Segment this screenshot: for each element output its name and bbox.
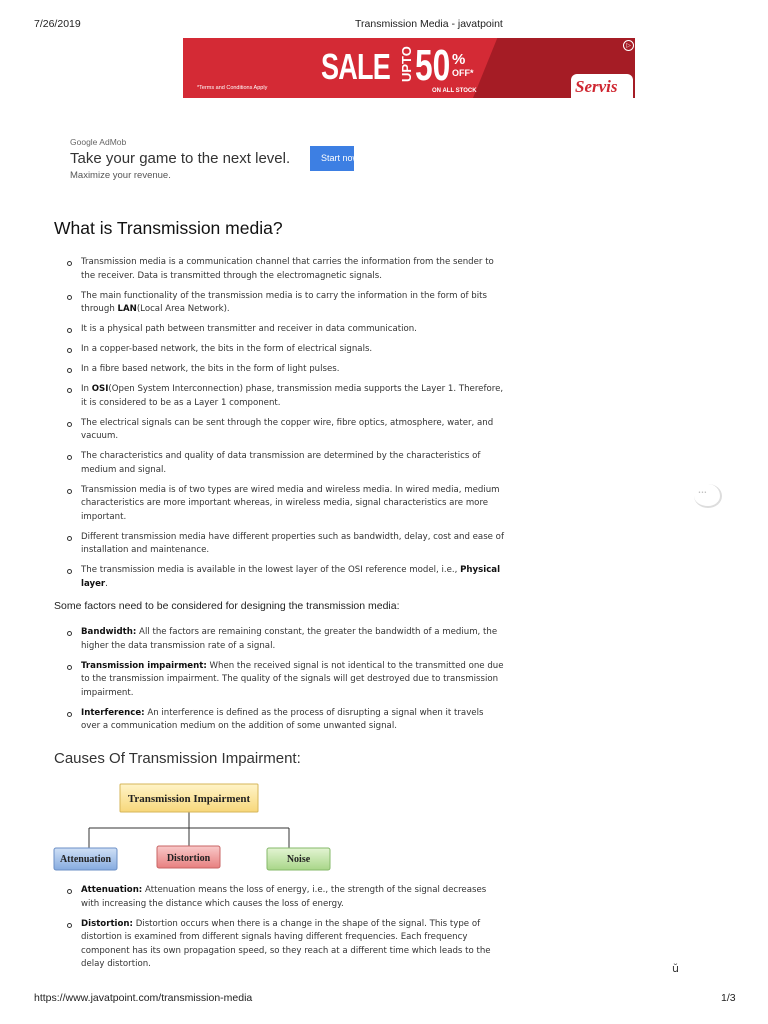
diagram-connectors (89, 812, 289, 848)
node-distortion: Distortion (166, 853, 211, 864)
node-noise: Noise (286, 854, 311, 865)
list-item: Transmission impairment: When the received signal is not identical to the transmitted one due to the transmission impairment. The quality of the signals will get destroyed due to transmission impairment. (54, 660, 504, 701)
brand-logo (571, 74, 633, 98)
list-item: Transmission media is of two types are wired media and wireless media. In wired media, medium characteristics are more important whereas, in wireless media, signal characteristics are more important. (54, 484, 504, 525)
page-title: Transmission Media - javatpoint (355, 18, 503, 30)
list-item: In a fibre based network, the bits in the form of light pulses. (54, 363, 504, 377)
impairment-diagram (52, 782, 342, 874)
admob-subtext: Maximize your revenue. (70, 170, 171, 181)
scroll-circle-icon[interactable]: ••• (694, 484, 722, 508)
list-item: Bandwidth: All the factors are remaining constant, the greater the bandwidth of a medium, the higher the data transmission rate of a signal. (54, 626, 504, 653)
list-item: The characteristics and quality of data transmission are determined by the characteristics of medium and signal. (54, 450, 504, 477)
causes-list (54, 884, 504, 978)
banner-percent-sign: % (452, 51, 466, 68)
banner-upto-text: UPTO (399, 46, 414, 82)
list-item: In a copper-based network, the bits in the form of electrical signals. (54, 343, 504, 357)
list-item: Different transmission media have different properties such as bandwidth, delay, cost and ease of installation and maintenance. (54, 531, 504, 558)
list-item: Attenuation: Attenuation means the loss of energy, i.e., the strength of the signal decreases with increasing the distance which causes the loss of energy. (54, 884, 504, 911)
brand-name: Servis (575, 77, 618, 96)
causes-heading: Causes Of Transmission Impairment: (54, 750, 301, 767)
list-item: In OSI(Open System Interconnection) phase, transmission media supports the Layer 1. Therefore, it is considered to be as a Layer 1 component. (54, 383, 504, 410)
node-attenuation: Attenuation (59, 854, 112, 865)
scroll-top-icon[interactable]: ŭ (672, 962, 679, 975)
banner-terms: *Terms and Conditions Apply (197, 85, 268, 91)
sale-banner-ad[interactable] (183, 38, 635, 98)
admob-headline[interactable]: Take your game to the next level. (70, 150, 291, 167)
node-transmission-impairment: Transmission Impairment (127, 793, 251, 805)
admob-logo: Google AdMob (70, 137, 127, 147)
banner-fifty-text: 50 (415, 41, 451, 90)
list-item: Interference: An interference is defined as the process of disrupting a signal when it travels over a communication medium on the addition of some unwanted signal. (54, 707, 504, 734)
definition-list (54, 256, 504, 598)
factors-intro: Some factors need to be considered for designing the transmission media: (54, 600, 400, 612)
list-item: It is a physical path between transmitter and receiver in data communication. (54, 323, 504, 337)
list-item: Transmission media is a communication channel that carries the information from the sender to the receiver. Data is transmitted through the electromagnetic signals. (54, 256, 504, 283)
list-item: The main functionality of the transmission media is to carry the information in the form of bits through LAN(Local Area Network). (54, 290, 504, 317)
print-date: 7/26/2019 (34, 18, 81, 30)
list-item: The electrical signals can be sent through the copper wire, fibre optics, atmosphere, water, and vacuum. (54, 417, 504, 444)
section-heading: What is Transmission media? (54, 218, 283, 238)
list-item: The transmission media is available in the lowest layer of the OSI reference model, i.e., Physical layer. (54, 564, 504, 591)
adchoices-icon[interactable]: ▷ (623, 40, 634, 51)
page-number: 1/3 (721, 992, 736, 1004)
banner-sale-text: SALE (321, 46, 391, 87)
banner-all-stock: ON ALL STOCK (432, 88, 477, 94)
list-item: Distortion: Distortion occurs when there is a change in the shape of the signal. This type of distortion is examined from different signals having different frequencies. Each frequency component has its own propagation speed, so they reach at a different time which leads to the delay distortion. (54, 918, 504, 972)
factors-list (54, 626, 504, 740)
page-url[interactable]: https://www.javatpoint.com/transmission-media (34, 992, 253, 1004)
banner-off-text: OFF* (452, 68, 474, 78)
admob-start-button[interactable]: Start now (310, 146, 354, 171)
